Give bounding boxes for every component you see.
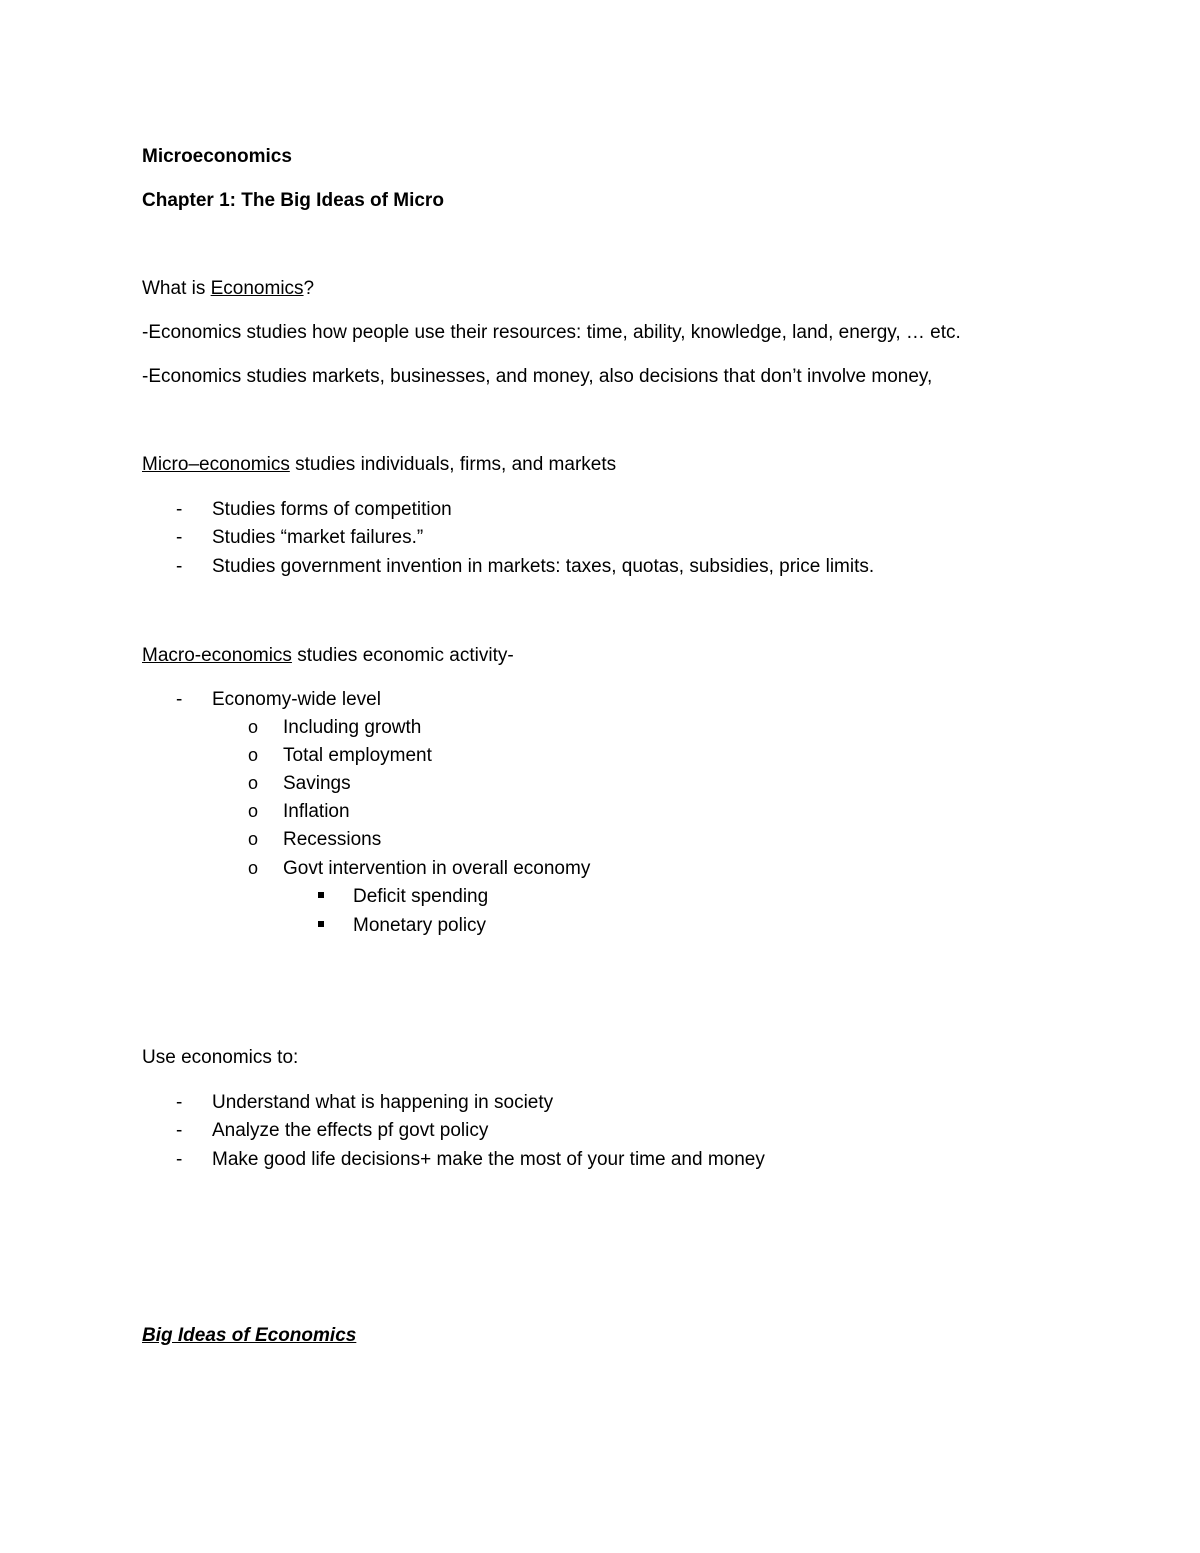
- macro-subitem: Govt intervention in overall economy: [283, 858, 591, 879]
- what-is-suffix: ?: [303, 278, 315, 299]
- macro-heading: [142, 646, 514, 665]
- micro-item: Studies “market failures.”: [212, 527, 424, 548]
- use-item: Make good life decisions+ make the most of your time and money: [212, 1149, 765, 1170]
- macro-subitem: Inflation: [283, 801, 350, 822]
- square-bullet-icon: [318, 892, 324, 898]
- micro-heading: [142, 455, 616, 474]
- what-is-question: [142, 279, 314, 298]
- use-item: Analyze the effects pf govt policy: [212, 1120, 489, 1141]
- dash-bullet: -: [176, 1149, 183, 1170]
- circle-bullet: o: [248, 858, 259, 878]
- macro-subsubitem: Monetary policy: [353, 915, 487, 936]
- economics-definition-2: -Economics studies markets, businesses, and money, also decisions that don’t involve money,: [142, 366, 933, 387]
- use-heading: Use economics to:: [142, 1047, 299, 1068]
- use-item: Understand what is happening in society: [212, 1092, 554, 1113]
- square-bullet-icon: [318, 921, 324, 927]
- micro-term: Micro–economics: [142, 454, 290, 475]
- circle-bullet: o: [248, 745, 259, 765]
- micro-item: Studies forms of competition: [212, 499, 452, 520]
- page-title: Microeconomics: [142, 146, 292, 167]
- circle-bullet: o: [248, 773, 259, 793]
- circle-bullet: o: [248, 829, 259, 849]
- chapter-heading: Chapter 1: The Big Ideas of Micro: [142, 190, 444, 211]
- micro-description: studies individuals, firms, and markets: [289, 454, 617, 475]
- dash-bullet: -: [176, 1092, 183, 1113]
- micro-item: Studies government invention in markets: taxes, quotas, subsidies, price limits.: [212, 556, 875, 577]
- macro-description: studies economic activity-: [291, 645, 514, 666]
- what-is-prefix: What is: [142, 278, 211, 299]
- macro-subitem: Including growth: [283, 717, 422, 738]
- dash-bullet: -: [176, 527, 183, 548]
- dash-bullet: -: [176, 556, 183, 577]
- macro-subsubitem: Deficit spending: [353, 886, 489, 907]
- big-ideas-heading: Big Ideas of Economics: [142, 1325, 357, 1346]
- dash-bullet: -: [176, 689, 183, 710]
- macro-subitem: Recessions: [283, 829, 382, 850]
- macro-subitem: Savings: [283, 773, 351, 794]
- economics-definition-1: -Economics studies how people use their resources: time, ability, knowledge, land, energy, … etc.: [142, 322, 961, 343]
- circle-bullet: o: [248, 717, 259, 737]
- dash-bullet: -: [176, 1120, 183, 1141]
- macro-term: Macro-economics: [142, 645, 292, 666]
- macro-item: Economy-wide level: [212, 689, 381, 710]
- circle-bullet: o: [248, 801, 259, 821]
- dash-bullet: -: [176, 499, 183, 520]
- macro-subitem: Total employment: [283, 745, 432, 766]
- economics-term: Economics: [210, 278, 304, 299]
